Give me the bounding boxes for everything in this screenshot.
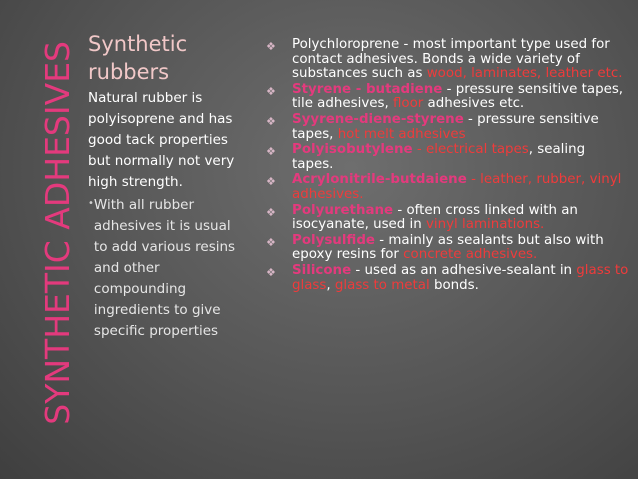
item-name: Polysulfide	[292, 232, 376, 248]
item-highlight: vinyl laminations.	[426, 217, 545, 233]
item-name: Syyrene-diene-styrene	[292, 111, 464, 127]
item-text: - most important type used for contact adhesives. Bonds a wide variety of substances such as	[292, 37, 610, 82]
bullet-icon: ❖	[266, 114, 276, 128]
item-highlight: glass to metal	[334, 277, 430, 293]
item-name: Acrylonitrile-butdaiene	[292, 172, 467, 188]
bullet-icon: ❖	[266, 84, 276, 98]
sub-bullet-text: With all rubber adhesives it is usual to add various resins and other compounding ingredients to give specific properties	[93, 197, 236, 339]
section-heading: Synthetic rubbers	[88, 32, 188, 84]
bullet-dot-icon: •	[88, 198, 94, 209]
list-item-silicone	[266, 264, 630, 293]
list-item-styrene-butadiene	[266, 83, 630, 112]
list-item-polysulfide	[266, 234, 630, 263]
item-highlight: floor	[392, 96, 424, 112]
item-text: bonds.	[429, 277, 479, 293]
item-highlight: hot melt adhesives	[337, 126, 466, 142]
item-text: - mainly as sealants but also with epoxy resins for	[292, 232, 604, 263]
item-text: ,	[326, 277, 335, 293]
item-highlight: wood, laminates, leather etc.	[426, 66, 623, 82]
item-name: Polyurethane	[292, 202, 394, 218]
item-text: , sealing tapes.	[292, 142, 586, 172]
item-highlight: glass to glass	[292, 262, 629, 293]
list-item-polyisobutylene	[266, 143, 630, 172]
bullet-icon: ❖	[266, 175, 276, 189]
bullet-icon: ❖	[266, 265, 276, 279]
item-text: - pressure sensitive tapes,	[292, 111, 599, 142]
list-item-polychloroprene	[266, 38, 630, 82]
item-text: adhesives etc.	[423, 96, 525, 112]
adhesive-list	[266, 38, 630, 294]
sub-bullet-item	[88, 195, 238, 342]
item-name: Silicone	[292, 262, 352, 278]
item-highlight: - electrical tapes	[412, 142, 529, 158]
left-column	[88, 30, 238, 342]
vertical-title-text: SYNTHETIC ADHESIVES	[37, 41, 77, 425]
item-highlight: concrete adhesives.	[403, 247, 538, 263]
bullet-icon: ❖	[266, 145, 276, 159]
list-item-polyurethane	[266, 204, 630, 233]
lead-paragraph: Natural rubber is polyisoprene and has good tack properties but normally not very high strength.	[88, 90, 235, 190]
bullet-icon: ❖	[266, 205, 276, 219]
vertical-title	[32, 41, 82, 425]
list-item-syyrene-diene-styrene	[266, 113, 630, 142]
item-highlight: - leather, rubber, vinyl adhesives.	[292, 172, 622, 202]
item-name: Polyisobutylene	[292, 142, 413, 158]
list-item-acrylonitrile-butdaiene	[266, 173, 630, 202]
bullet-icon: ❖	[266, 235, 276, 249]
item-name: Styrene - butadiene	[292, 81, 443, 97]
item-text: - pressure sensitive tapes, tile adhesives,	[292, 81, 624, 112]
item-text: - used as an adhesive-sealant in	[351, 262, 577, 278]
bullet-icon: ❖	[266, 40, 276, 53]
item-name: Polychloroprene	[292, 37, 400, 52]
item-text: - often cross linked with an isocyanate, used in	[292, 202, 578, 233]
